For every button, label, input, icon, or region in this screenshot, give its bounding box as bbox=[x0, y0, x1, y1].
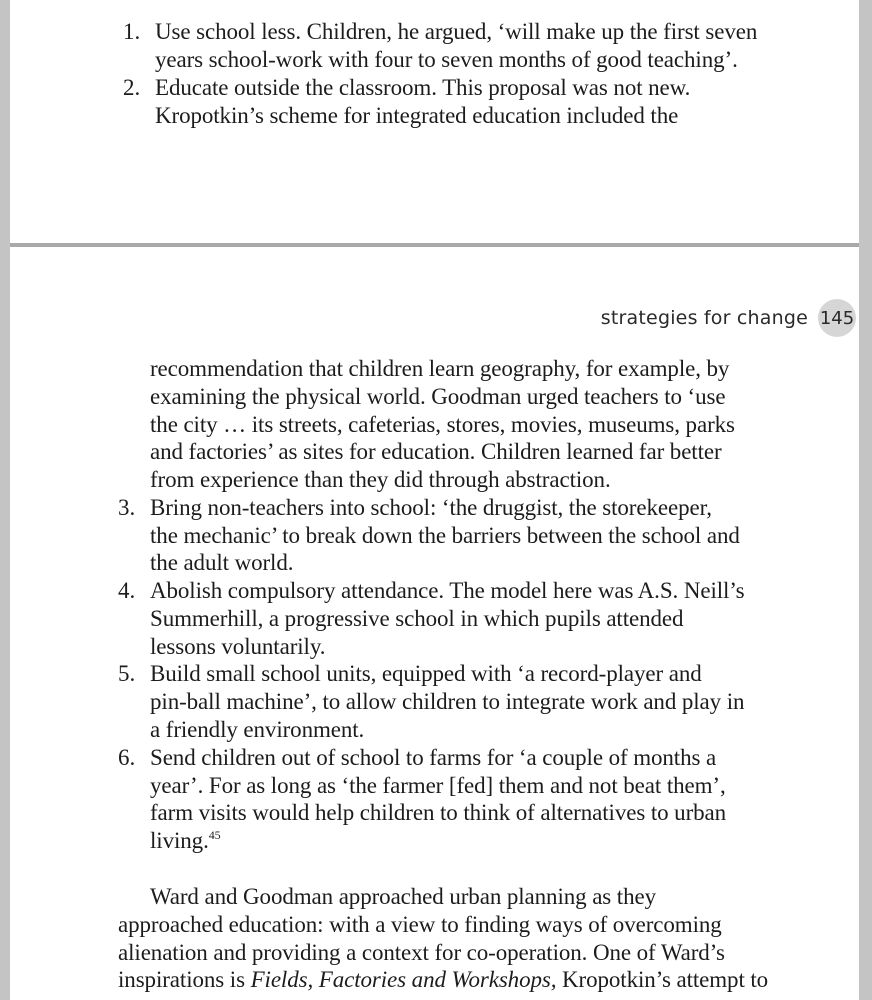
paragraph-line: alienation and providing a context for co-operation. One of Ward’s bbox=[118, 940, 725, 965]
page-number-badge: 145 bbox=[818, 299, 856, 337]
paragraph-text: inspirations is bbox=[118, 967, 251, 992]
list-item-line: Educate outside the classroom. This proposal was not new. bbox=[155, 75, 691, 100]
list-item-line: years school-work with four to seven months of good teaching’. bbox=[155, 47, 738, 72]
paragraph-line: approached education: with a view to finding ways of overcoming bbox=[118, 912, 722, 937]
list-item-line: a friendly environment. bbox=[150, 717, 365, 742]
paragraph-line: Ward and Goodman approached urban planning as they bbox=[150, 884, 657, 909]
list-item-line: Abolish compulsory attendance. The model here was A.S. Neill’s bbox=[150, 578, 745, 603]
list-item-line: Bring non-teachers into school: ‘the druggist, the storekeeper, bbox=[150, 495, 712, 520]
body-line: examining the physical world. Goodman urged teachers to ‘use bbox=[150, 384, 726, 409]
list-number: 6. bbox=[118, 745, 136, 770]
list-item-line: Use school less. Children, he argued, ‘will make up the first seven bbox=[155, 19, 758, 44]
list-number: 3. bbox=[118, 495, 136, 520]
body-line: from experience than they did through abstraction. bbox=[150, 467, 611, 492]
body-line: recommendation that children learn geography, for example, by bbox=[150, 356, 730, 381]
list-number: 5. bbox=[118, 661, 136, 686]
list-item-line: lessons voluntarily. bbox=[150, 634, 326, 659]
paragraph-line bbox=[118, 966, 768, 994]
list-item-line: farm visits would help children to think of alternatives to urban bbox=[150, 800, 727, 825]
paragraph-text: Kropotkin’s attempt to bbox=[556, 967, 769, 992]
list-item-line: year’. For as long as ‘the farmer [fed] them and not beat them’, bbox=[150, 773, 726, 798]
list-item-line: Build small school units, equipped with ‘a record-player and bbox=[150, 661, 702, 686]
footnote-ref[interactable]: 45 bbox=[208, 828, 221, 842]
book-title: Fields, Factories and Workshops, bbox=[250, 967, 557, 992]
list-item-last-line bbox=[150, 827, 221, 855]
list-item-line: the mechanic’ to break down the barriers between the school and bbox=[150, 523, 740, 548]
list-number: 2. bbox=[123, 75, 141, 100]
list-number: 1. bbox=[123, 19, 141, 44]
list-item-text: living. bbox=[150, 828, 209, 853]
body-line: and factories’ as sites for education. Children learned far better bbox=[150, 439, 722, 464]
list-item-line: Kropotkin’s scheme for integrated education included the bbox=[155, 103, 679, 128]
list-item-line: the adult world. bbox=[150, 550, 294, 575]
list-number: 4. bbox=[118, 578, 136, 603]
body-line: the city … its streets, cafeterias, stores, movies, museums, parks bbox=[150, 412, 735, 437]
running-head-title: strategies for change bbox=[600, 307, 808, 329]
list-item-line: Summerhill, a progressive school in which pupils attended bbox=[150, 606, 684, 631]
list-item-line: Send children out of school to farms for ‘a couple of months a bbox=[150, 745, 717, 770]
list-item-line: pin-ball machine’, to allow children to integrate work and play in bbox=[150, 689, 745, 714]
running-head bbox=[601, 300, 856, 336]
